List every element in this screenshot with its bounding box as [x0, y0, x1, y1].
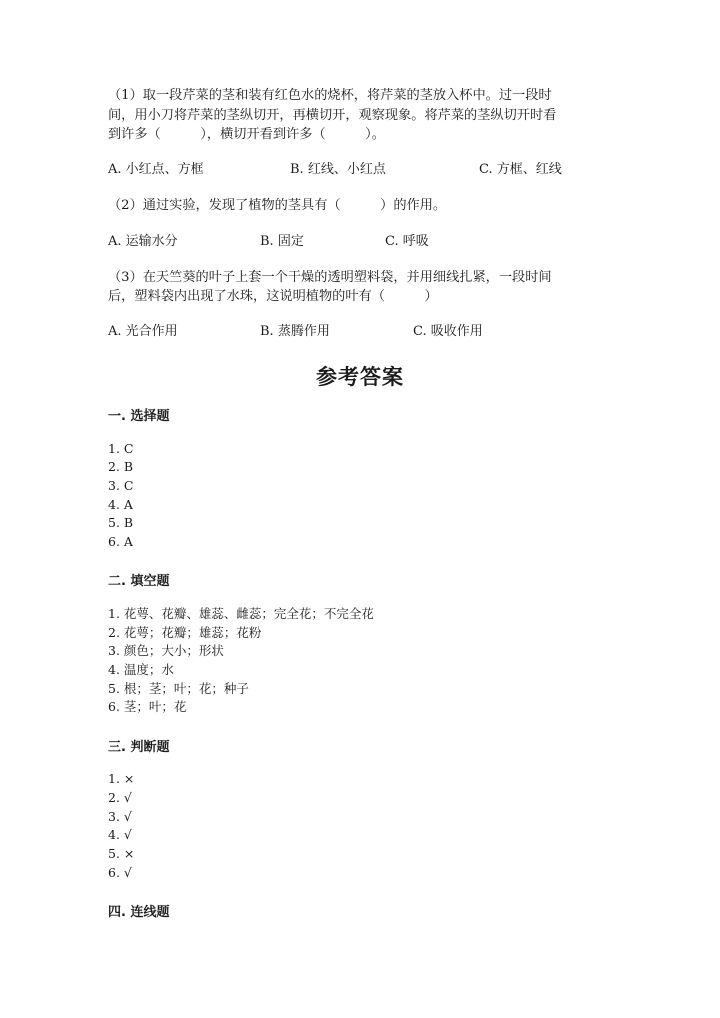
answer-item: 4. √ — [108, 827, 132, 842]
question-1-option-c: C. 方框、红线 — [479, 162, 562, 177]
question-2-line-1: （2）通过实验，发现了植物的茎具有（ ）的作用。 — [108, 198, 447, 213]
question-3-option-a: A. 光合作用 — [108, 324, 178, 339]
answer-item: 6. √ — [108, 865, 132, 880]
section-heading-fill-blank: 二. 填空题 — [108, 574, 170, 589]
question-1-option-a: A. 小红点、方框 — [108, 162, 204, 177]
answer-item: 2. 花萼；花瓣；雄蕊；花粉 — [108, 625, 262, 640]
answer-key-title: 参考答案 — [316, 364, 404, 389]
question-2-option-c: C. 呼吸 — [385, 234, 429, 249]
answer-item: 5. B — [108, 515, 134, 530]
section-heading-matching: 四. 连线题 — [108, 905, 170, 920]
answer-item: 6. 茎；叶；花 — [108, 699, 187, 714]
answer-item: 3. 颜色；大小；形状 — [108, 643, 224, 658]
question-3-option-b: B. 蒸腾作用 — [260, 324, 330, 339]
question-3-line-1: （3）在天竺葵的叶子上套一个干燥的透明塑料袋，并用细线扎紧，一段时间 — [108, 270, 552, 285]
question-1-line-3: 到许多（ ），横切开看到许多（ ）。 — [108, 127, 385, 142]
answer-item: 3. √ — [108, 809, 132, 824]
question-2-option-b: B. 固定 — [260, 234, 304, 249]
question-1-line-1: （1）取一段芹菜的茎和装有红色水的烧杯，将芹菜的茎放入杯中。过一段时 — [108, 88, 552, 103]
answer-item: 5. × — [108, 846, 135, 861]
question-1-line-2: 间，用小刀将芹菜的茎纵切开，再横切开，观察现象。将芹菜的茎纵切开时看 — [108, 108, 557, 123]
answer-item: 3. C — [108, 478, 134, 493]
question-3-line-2: 后，塑料袋内出现了水珠，这说明植物的叶有（ ） — [108, 289, 438, 304]
section-heading-judgement: 三. 判断题 — [108, 740, 170, 755]
answer-item: 1. × — [108, 771, 135, 786]
answer-item: 4. A — [108, 497, 133, 512]
answer-item: 5. 根；茎；叶；花；种子 — [108, 681, 249, 696]
question-1-option-b: B. 红线、小红点 — [290, 162, 386, 177]
answer-item: 1. 花萼、花瓣、雄蕊、雌蕊；完全花；不完全花 — [108, 606, 374, 621]
answer-item: 1. C — [108, 441, 134, 456]
answer-item: 6. A — [108, 534, 133, 549]
answer-item: 2. √ — [108, 790, 132, 805]
answer-item: 4. 温度；水 — [108, 662, 174, 677]
question-3-option-c: C. 吸收作用 — [413, 324, 483, 339]
answer-item: 2. B — [108, 459, 134, 474]
question-2-option-a: A. 运输水分 — [108, 234, 178, 249]
section-heading-choice: 一. 选择题 — [108, 409, 170, 424]
